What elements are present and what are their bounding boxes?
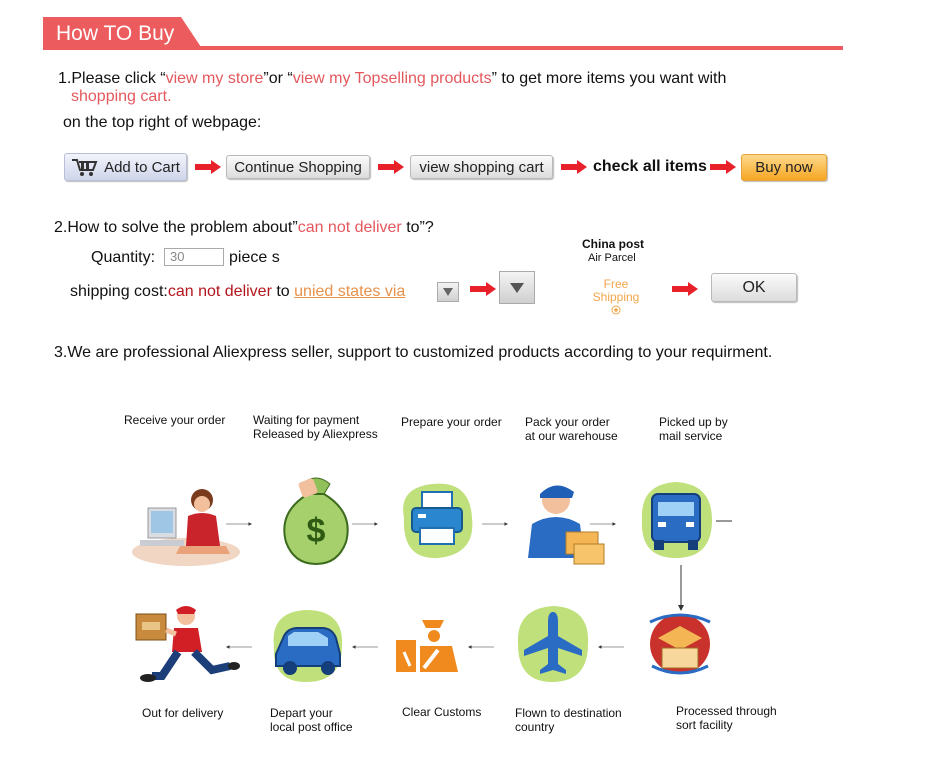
shipping-to: to	[271, 283, 295, 300]
process-caption	[401, 415, 502, 429]
caption-line: Receive your order	[124, 413, 226, 427]
sort-facility-icon	[644, 608, 716, 680]
caption-line: Out for delivery	[142, 706, 224, 720]
flow-arrow-left-icon	[352, 640, 378, 654]
flow-arrow-icon	[590, 517, 616, 531]
step2-prefix: 2.How to solve the problem about”	[54, 219, 298, 236]
money-bag-icon	[272, 472, 360, 568]
flow-arrow-left-icon	[468, 640, 494, 654]
car-icon	[266, 606, 348, 684]
process-caption	[124, 413, 225, 427]
process-caption	[659, 415, 728, 443]
process-caption	[253, 413, 378, 441]
printer-icon	[396, 478, 478, 562]
step1-suffix: ” to get more items you want with	[491, 70, 727, 87]
flow-arrow-icon	[482, 517, 508, 531]
delivery-man-icon	[132, 604, 240, 688]
free-line2: Shipping	[592, 290, 640, 304]
arrow-right-icon	[470, 282, 496, 296]
process-caption	[525, 415, 618, 443]
add-to-cart-button[interactable]	[64, 153, 187, 181]
flow-arrow-icon	[226, 517, 252, 531]
arrow-right-icon	[710, 160, 736, 174]
step1-prefix: 1.Please click “	[58, 70, 166, 87]
process-caption	[142, 706, 223, 720]
flow-arrow-down-icon	[676, 565, 686, 611]
flow-arrow-left-icon	[226, 640, 252, 654]
quantity-input[interactable]: 30	[164, 248, 224, 266]
shipping-cost-text	[70, 283, 405, 301]
arrow-right-icon	[195, 160, 221, 174]
caption-line: Clear Customs	[402, 705, 482, 719]
quantity-label: Quantity:	[91, 249, 156, 266]
caption-line: country	[515, 720, 555, 734]
add-to-cart-label: Add to Cart	[104, 158, 180, 176]
caption-line: Processed through	[676, 704, 777, 718]
customs-officer-icon	[394, 616, 460, 676]
carrier-service: Air Parcel	[588, 252, 636, 264]
airplane-icon	[512, 602, 594, 686]
step3-text: 3.We are professional Aliexpress seller, support to customized products according to your requirment.	[54, 344, 773, 361]
page-title: How TO Buy	[56, 22, 175, 45]
process-caption	[676, 704, 777, 732]
radio-selected-icon	[611, 305, 621, 315]
process-caption	[270, 706, 353, 734]
caption-line: Pack your order	[525, 415, 610, 429]
process-caption	[402, 705, 481, 719]
topselling-products-link[interactable]: view my Topselling products	[292, 70, 492, 87]
shipping-label: shipping cost:	[70, 283, 168, 300]
flow-line-icon	[716, 519, 732, 523]
step2-suffix: to”?	[401, 219, 434, 236]
caption-line: Depart your	[270, 706, 333, 720]
process-caption	[515, 706, 622, 734]
arrow-right-icon	[378, 160, 404, 174]
view-my-store-link[interactable]: view my store	[165, 70, 264, 87]
header-divider	[43, 46, 843, 50]
free-line1: Free	[603, 277, 629, 291]
step1-text	[58, 70, 726, 88]
step2-highlight: can not deliver	[297, 219, 402, 236]
caption-line: local post office	[270, 720, 353, 734]
caption-line: Picked up by	[659, 415, 728, 429]
free-shipping-option[interactable]	[588, 278, 644, 318]
step1-line2: on the top right of webpage:	[63, 114, 262, 131]
step1-mid: ”or “	[263, 70, 293, 87]
continue-shopping-button[interactable]: Continue Shopping	[226, 155, 370, 179]
arrow-right-icon	[672, 282, 698, 296]
caption-line: Flown to destination	[515, 706, 622, 720]
cart-icon	[71, 157, 99, 177]
caption-line: Prepare your order	[401, 415, 502, 429]
svg-text:$: $	[306, 512, 326, 550]
truck-icon	[636, 478, 716, 562]
caption-line: mail service	[659, 429, 723, 443]
check-all-items-text: check all items	[593, 158, 707, 175]
ok-button[interactable]: OK	[711, 273, 797, 302]
arrow-right-icon	[561, 160, 587, 174]
shipping-country-link[interactable]: unied states via	[294, 283, 406, 300]
caption-line: at our warehouse	[525, 429, 618, 443]
caption-line: Waiting for payment	[253, 413, 360, 427]
chevron-down-icon	[510, 283, 524, 293]
caption-line: Released by Aliexpress	[253, 427, 378, 441]
shipping-dropdown-button[interactable]	[437, 282, 459, 302]
step2-text	[54, 219, 434, 237]
quantity-unit: piece s	[229, 249, 280, 266]
shopping-cart-link[interactable]: shopping cart.	[71, 88, 172, 105]
shipping-dropdown-large[interactable]	[499, 271, 535, 304]
chevron-down-icon	[443, 288, 453, 296]
caption-line: sort facility	[676, 718, 733, 732]
flow-arrow-left-icon	[598, 640, 624, 654]
flow-arrow-icon	[352, 517, 378, 531]
view-shopping-cart-button[interactable]: view shopping cart	[410, 155, 553, 179]
buy-now-button[interactable]: Buy now	[741, 154, 827, 181]
shipping-status: can not deliver	[167, 283, 272, 300]
carrier-name: China post	[582, 237, 644, 251]
